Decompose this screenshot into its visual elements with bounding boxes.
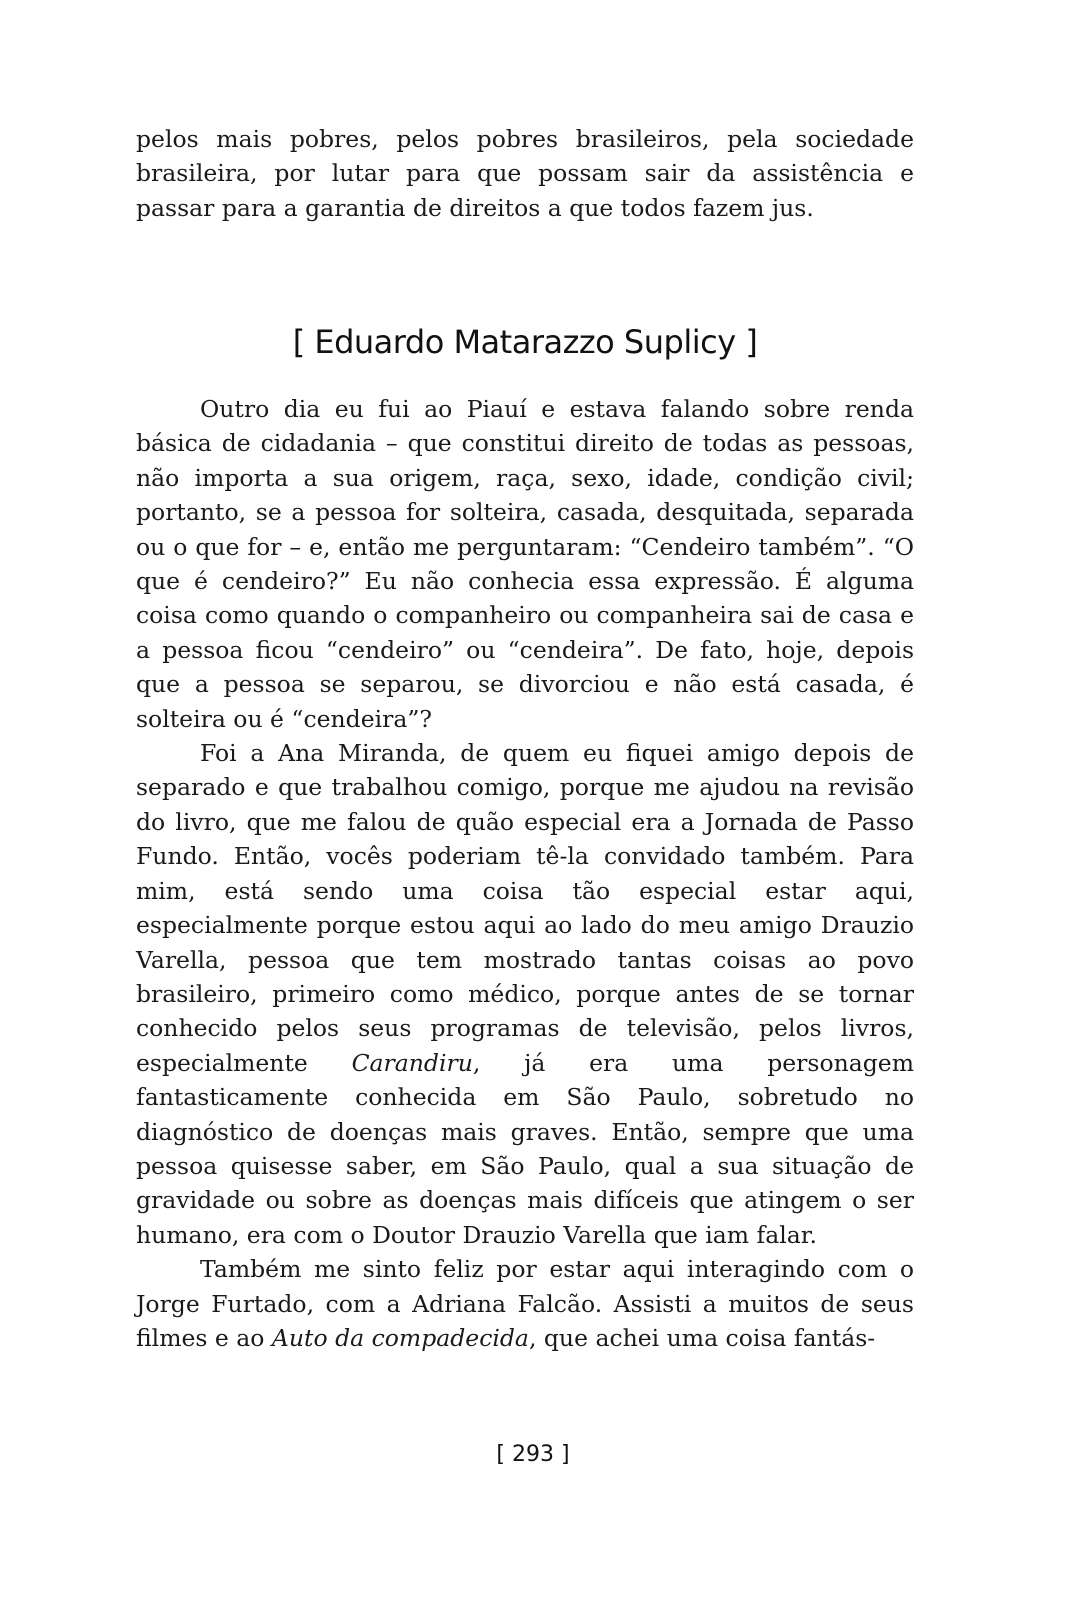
paragraph-3 (136, 1252, 914, 1355)
paragraph-2-after-italic: , já era uma personagem fantasticamente conhecida em São Paulo, sobretudo no diagnóstico de doenças mais graves. Então, sempre que uma pessoa quisesse saber, em São Paulo, qual a sua situação de gravidade ou sobre as doenças mais difíceis que atingem o ser humano, era com o Doutor Drauzio Varella que iam falar. (136, 1048, 914, 1249)
intro-text (136, 122, 914, 225)
page-number: [ 293 ] (496, 1442, 570, 1467)
paragraph-2-before-italic: Foi a Ana Miranda, de quem eu fiquei amigo depois de separado e que trabalhou comigo, porque me ajudou na revisão do livro, que me falou de quão especial era a Jornada de Passo Fundo. Então, vocês poderiam tê-la convidado também. Para mim, está sendo uma coisa tão especial estar aqui, especialmente porque estou aqui ao lado do meu amigo Drauzio Varella, pessoa que tem mostrado tantas coisas ao povo brasileiro, primeiro como médico, porque antes de se tornar conhecido pelos seus programas de televisão, pelos livros, especialmente (136, 739, 914, 1077)
body-text (136, 392, 914, 1355)
intro-paragraph: pelos mais pobres, pelos pobres brasileiros, pela sociedade brasileira, por lutar para que possam sair da assistência e passar para a garantia de direitos a que todos fazem jus. (136, 125, 914, 222)
paragraph-3-before-italic: Também me sinto feliz por estar aqui interagindo com o Jorge Furtado, com a Adriana Falcão. Assisti a muitos de seus filmes e ao (136, 1255, 914, 1352)
paragraph-1: Outro dia eu fui ao Piauí e estava falando sobre renda básica de cidadania – que constitui direito de todas as pessoas, não importa a sua origem, raça, sexo, idade, condição civil; portanto, se a pessoa for solteira, casada, desquitada, separada ou o que for – e, então me perguntaram: “Cendeiro também”. “O que é cendeiro?” Eu não conhecia essa expressão. É alguma coisa como quando o companheiro ou companheira sai de casa e a pessoa ficou “cendeiro” ou “cendeira”. De fato, hoje, depois que a pessoa se separou, se divorciou e não está casada, é solteira ou é “cendeira”? (136, 395, 914, 733)
paragraph-3-film-title: Auto da compadecida (271, 1323, 529, 1352)
paragraph-2-book-title: Carandiru (351, 1048, 473, 1077)
paragraph-2 (136, 736, 914, 1252)
paragraph-3-after-italic: , que achei uma coisa fantás- (528, 1323, 876, 1352)
section-heading: [ Eduardo Matarazzo Suplicy ] (292, 323, 758, 361)
